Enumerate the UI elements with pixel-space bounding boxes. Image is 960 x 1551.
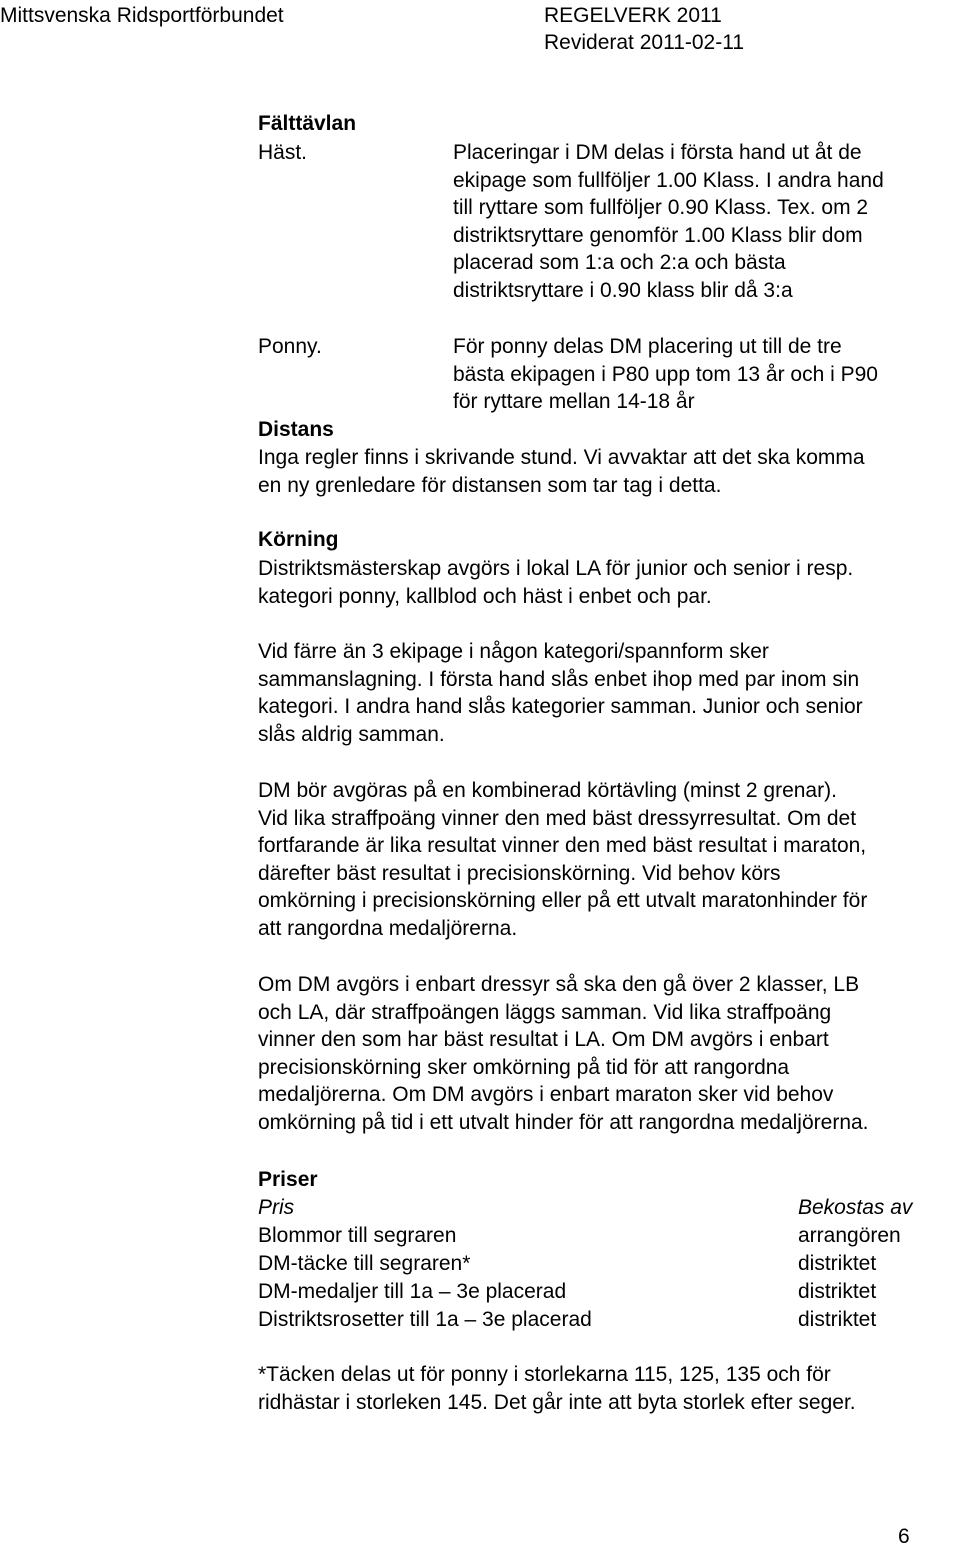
header-title: REGELVERK 2011	[544, 4, 722, 27]
text-line: ridhästar i storleken 145. Det går inte att byta storlek efter seger.	[258, 1390, 856, 1414]
prize-footnote	[258, 1361, 856, 1416]
text-line: bästa ekipagen i P80 upp tom 13 år och i P90	[453, 362, 878, 386]
korning-paragraph-3	[258, 777, 867, 942]
text-line: *Täcken delas ut för ponny i storlekarna 115, 125, 135 och för	[258, 1363, 831, 1386]
text-line: distriktsryttare i 0.90 klass blir då 3:a	[453, 278, 793, 302]
prize-row-name: DM-medaljer till 1a – 3e placerad	[258, 1280, 567, 1303]
text-line: att rangordna medaljörerna.	[258, 916, 518, 940]
text-line: Distriktsmästerskap avgörs i lokal LA för junior och senior i resp.	[258, 557, 854, 580]
text-line: vinner den som har bäst resultat i LA. Om DM avgörs i enbart	[258, 1028, 829, 1051]
korning-paragraph-2	[258, 638, 863, 748]
korning-paragraph-4	[258, 971, 869, 1136]
text-line: För ponny delas DM placering ut till de tre	[453, 335, 842, 358]
text-line: därefter bäst resultat i precisionskörning. Vid behov körs	[258, 861, 781, 885]
distans-text	[258, 444, 865, 499]
text-line: medaljörerna. Om DM avgörs i enbart maraton sker vid behov	[258, 1083, 834, 1106]
section-heading-distans: Distans	[258, 418, 334, 441]
prize-row-paid-by: arrangören	[798, 1224, 901, 1247]
prize-row-paid-by: distriktet	[798, 1252, 877, 1275]
text-line: till ryttare som fullföljer 0.90 Klass. Tex. om 2	[453, 196, 869, 219]
section-heading-korning: Körning	[258, 528, 339, 551]
section-heading-priser: Priser	[258, 1168, 318, 1191]
text-line: placerad som 1:a och 2:a och bästa	[453, 251, 786, 274]
text-line: och LA, där straffpoängen läggs samman. Vid lika straffpoäng	[258, 1000, 832, 1024]
page-number: 6	[898, 1525, 910, 1548]
prize-column-header: Pris	[258, 1196, 295, 1219]
horse-rules	[453, 139, 884, 304]
text-line: Vid lika straffpoäng vinner den med bäst dressyrresultat. Om det	[258, 806, 857, 830]
prize-row-name: DM-täcke till segraren*	[258, 1252, 471, 1275]
text-line: Vid färre än 3 ekipage i någon kategori/spannform sker	[258, 640, 769, 663]
text-line: Om DM avgörs i enbart dressyr så ska den gå över 2 klasser, LB	[258, 973, 860, 996]
prize-row-paid-by: distriktet	[798, 1308, 877, 1331]
korning-paragraph-1	[258, 555, 853, 610]
text-line: omkörning i precisionskörning eller på ett utvalt maratonhinder för	[258, 889, 868, 912]
text-line: för ryttare mellan 14-18 år	[453, 390, 695, 413]
text-line: slås aldrig samman.	[258, 722, 445, 746]
pony-rules	[453, 333, 878, 416]
text-line: kategori ponny, kallblod och häst i enbet och par.	[258, 584, 712, 608]
text-line: en ny grenledare för distansen som tar tag i detta.	[258, 473, 722, 497]
text-line: precisionskörning sker omkörning på tid för att rangordna	[258, 1055, 790, 1079]
text-line: ekipage som fullföljer 1.00 Klass. I andra hand	[453, 168, 884, 192]
text-line: fortfarande är lika resultat vinner den med bäst resultat i maraton,	[258, 834, 867, 857]
text-line: Placeringar i DM delas i första hand ut åt de	[453, 141, 862, 164]
paid-by-column-header: Bekostas av	[798, 1196, 913, 1219]
prize-row-name: Distriktsrosetter till 1a – 3e placerad	[258, 1308, 592, 1331]
header-revised-date: Reviderat 2011-02-11	[544, 31, 745, 54]
text-line: Inga regler finns i skrivande stund. Vi avvaktar att det ska komma	[258, 446, 865, 469]
text-line: kategori. I andra hand slås kategorier samman. Junior och senior	[258, 695, 863, 718]
prize-row-name: Blommor till segraren	[258, 1224, 457, 1247]
prize-row-paid-by: distriktet	[798, 1280, 877, 1303]
pony-label: Ponny.	[258, 335, 322, 358]
text-line: omkörning på tid i ett utvalt hinder för att rangordna medaljörerna.	[258, 1110, 869, 1134]
header-org: Mittsvenska Ridsportförbundet	[0, 4, 284, 27]
text-line: DM bör avgöras på en kombinerad körtävling (minst 2 grenar).	[258, 779, 837, 802]
horse-label: Häst.	[258, 141, 308, 164]
text-line: distriktsryttare genomför 1.00 Klass blir dom	[453, 223, 863, 247]
text-line: sammanslagning. I första hand slås enbet ihop med par inom sin	[258, 667, 860, 691]
section-heading-falttavlan: Fälttävlan	[258, 112, 357, 135]
